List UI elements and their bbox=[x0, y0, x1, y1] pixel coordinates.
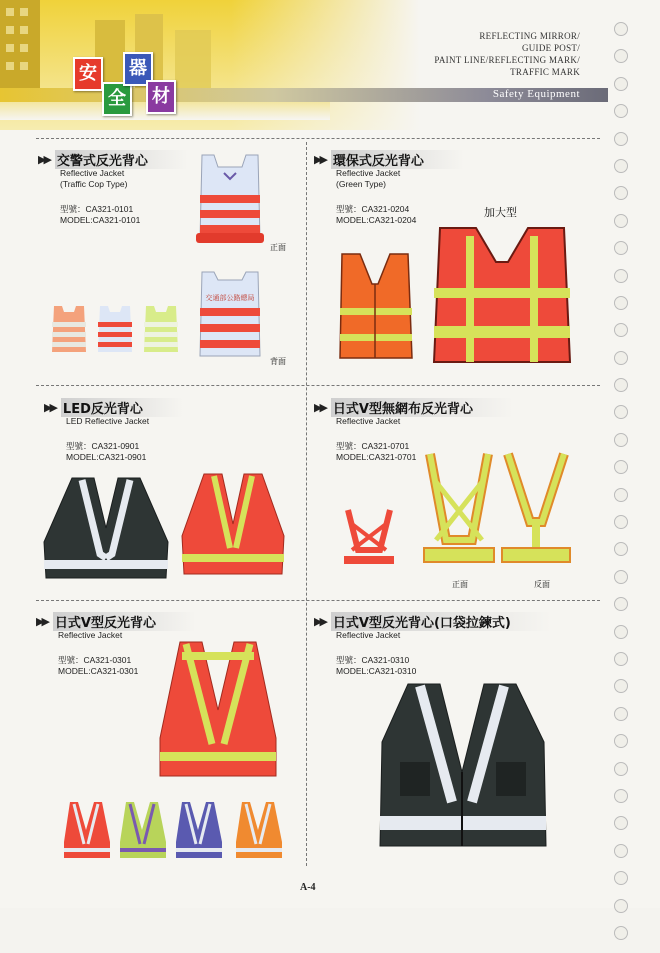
product-subtitle: (Green Type) bbox=[336, 179, 386, 189]
green-vest-large-image bbox=[432, 226, 572, 366]
binder-hole bbox=[614, 378, 628, 392]
model-zh: 型號：CA321-0301 bbox=[58, 655, 132, 665]
binder-hole bbox=[614, 926, 628, 940]
binder-hole bbox=[614, 488, 628, 502]
v-vest-variants-image bbox=[64, 800, 294, 862]
arrow-right-icon: ▶▶ bbox=[36, 615, 47, 628]
product-subtitle: Reflective Jacket bbox=[58, 630, 123, 640]
product-title: 日式V型無網布反光背心 bbox=[331, 398, 513, 417]
model-en: MODEL:CA321-0204 bbox=[336, 215, 417, 225]
binder-hole bbox=[614, 296, 628, 310]
product-subtitle: Reflective Jacket bbox=[336, 630, 401, 640]
binder-hole bbox=[614, 351, 628, 365]
vest-variant-orange bbox=[52, 306, 86, 352]
product-title: 日式V型反光背心 bbox=[53, 612, 196, 631]
model-en: MODEL:CA321-0101 bbox=[60, 215, 141, 225]
binder-hole bbox=[614, 679, 628, 693]
led-vest-dark-image bbox=[42, 478, 170, 580]
divider-center bbox=[306, 142, 307, 866]
binder-hole bbox=[614, 186, 628, 200]
product-subtitle: Reflective Jacket bbox=[336, 168, 401, 178]
divider-row2 bbox=[36, 600, 600, 601]
category-list bbox=[434, 30, 580, 78]
arrow-right-icon: ▶▶ bbox=[314, 401, 325, 414]
product-subtitle: Reflective Jacket bbox=[336, 416, 401, 426]
product-v-zipper bbox=[314, 612, 604, 677]
caption-front: 正面 bbox=[270, 243, 286, 252]
divider-top bbox=[36, 138, 600, 139]
binder-holes bbox=[614, 22, 628, 953]
led-vest-red-image bbox=[180, 474, 286, 578]
logo-char-quan: 全 bbox=[102, 82, 132, 116]
model-zh: 型號：CA321-0901 bbox=[66, 441, 140, 451]
model-zh: 型號：CA321-0310 bbox=[336, 655, 410, 665]
model-en: MODEL:CA321-0901 bbox=[66, 452, 147, 462]
logo-char-cai: 材 bbox=[146, 80, 176, 114]
green-vest-small-image bbox=[338, 254, 414, 366]
binder-hole bbox=[614, 570, 628, 584]
product-subtitle: Reflective Jacket bbox=[60, 168, 125, 178]
binder-hole bbox=[614, 22, 628, 36]
binder-hole bbox=[614, 132, 628, 146]
model-zh: 型號：CA321-0701 bbox=[336, 441, 410, 451]
product-subtitle: (Traffic Cop Type) bbox=[60, 179, 128, 189]
binder-hole bbox=[614, 49, 628, 63]
binder-hole bbox=[614, 77, 628, 91]
binder-hole bbox=[614, 405, 628, 419]
binder-hole bbox=[614, 214, 628, 228]
caption-back: 反面 bbox=[534, 580, 550, 589]
v-variant-green bbox=[120, 802, 166, 858]
vest-variant-blue bbox=[98, 306, 132, 352]
v-vest-small-image bbox=[344, 510, 394, 568]
arrow-right-icon: ▶▶ bbox=[314, 615, 325, 628]
binder-hole bbox=[614, 844, 628, 858]
zipper-vest-image bbox=[378, 682, 548, 850]
binder-hole bbox=[614, 789, 628, 803]
binder-hole bbox=[614, 816, 628, 830]
vest-print-text: 交通部公路總局 bbox=[205, 294, 255, 302]
v-vest-front-image bbox=[424, 452, 494, 572]
logo-char-an: 安 bbox=[73, 57, 103, 91]
divider-row1 bbox=[36, 385, 600, 386]
caption-size: 加大型 bbox=[484, 206, 517, 219]
binder-hole bbox=[614, 104, 628, 118]
arrow-right-icon: ▶▶ bbox=[38, 153, 49, 166]
vest-variant-green bbox=[144, 306, 178, 352]
category-item: REFLECTING MIRROR/ bbox=[479, 31, 580, 41]
v-variant-red bbox=[64, 802, 110, 858]
binder-hole bbox=[614, 899, 628, 913]
product-title: LED反光背心 bbox=[61, 398, 183, 417]
binder-hole bbox=[614, 652, 628, 666]
traffic-vest-front-image bbox=[196, 155, 266, 255]
arrow-right-icon: ▶▶ bbox=[314, 153, 325, 166]
binder-hole bbox=[614, 269, 628, 283]
binder-hole bbox=[614, 734, 628, 748]
arrow-right-icon: ▶▶ bbox=[44, 401, 55, 414]
caption-back: 背面 bbox=[270, 357, 286, 366]
model-en: MODEL:CA321-0301 bbox=[58, 666, 139, 676]
category-item: GUIDE POST/ bbox=[521, 43, 580, 53]
product-title: 日式V型反光背心(口袋拉鍊式) bbox=[331, 612, 551, 631]
v-vest-red-image bbox=[158, 640, 278, 780]
section-label: Safety Equipment bbox=[492, 88, 580, 100]
binder-hole bbox=[614, 460, 628, 474]
model-en: MODEL:CA321-0701 bbox=[336, 452, 417, 462]
product-green-type bbox=[314, 150, 594, 226]
binder-hole bbox=[614, 597, 628, 611]
binder-hole bbox=[614, 762, 628, 776]
product-title: 環保式反光背心 bbox=[331, 150, 464, 169]
binder-hole bbox=[614, 433, 628, 447]
binder-hole bbox=[614, 241, 628, 255]
logo-char-qi: 器 bbox=[123, 52, 153, 86]
product-subtitle: LED Reflective Jacket bbox=[66, 416, 150, 426]
page-number: A-4 bbox=[300, 882, 316, 893]
binder-hole bbox=[614, 871, 628, 885]
binder-hole bbox=[614, 159, 628, 173]
caption-front: 正面 bbox=[452, 580, 468, 589]
product-title: 交警式反光背心 bbox=[55, 150, 188, 169]
model-zh: 型號：CA321-0204 bbox=[336, 204, 410, 214]
binder-hole bbox=[614, 323, 628, 337]
binder-hole bbox=[614, 542, 628, 556]
traffic-vest-variants-image bbox=[52, 304, 182, 356]
category-item: PAINT LINE/REFLECTING MARK/ bbox=[434, 55, 580, 65]
v-variant-blue bbox=[176, 802, 222, 858]
product-led bbox=[44, 398, 304, 463]
v-variant-orange bbox=[236, 802, 282, 858]
model-zh: 型號：CA321-0101 bbox=[60, 204, 134, 214]
category-item: TRAFFIC MARK bbox=[510, 67, 580, 77]
binder-hole bbox=[614, 515, 628, 529]
binder-hole bbox=[614, 707, 628, 721]
model-en: MODEL:CA321-0310 bbox=[336, 666, 417, 676]
traffic-vest-back-image bbox=[196, 272, 266, 364]
binder-hole bbox=[614, 625, 628, 639]
v-vest-back-image bbox=[500, 452, 572, 572]
